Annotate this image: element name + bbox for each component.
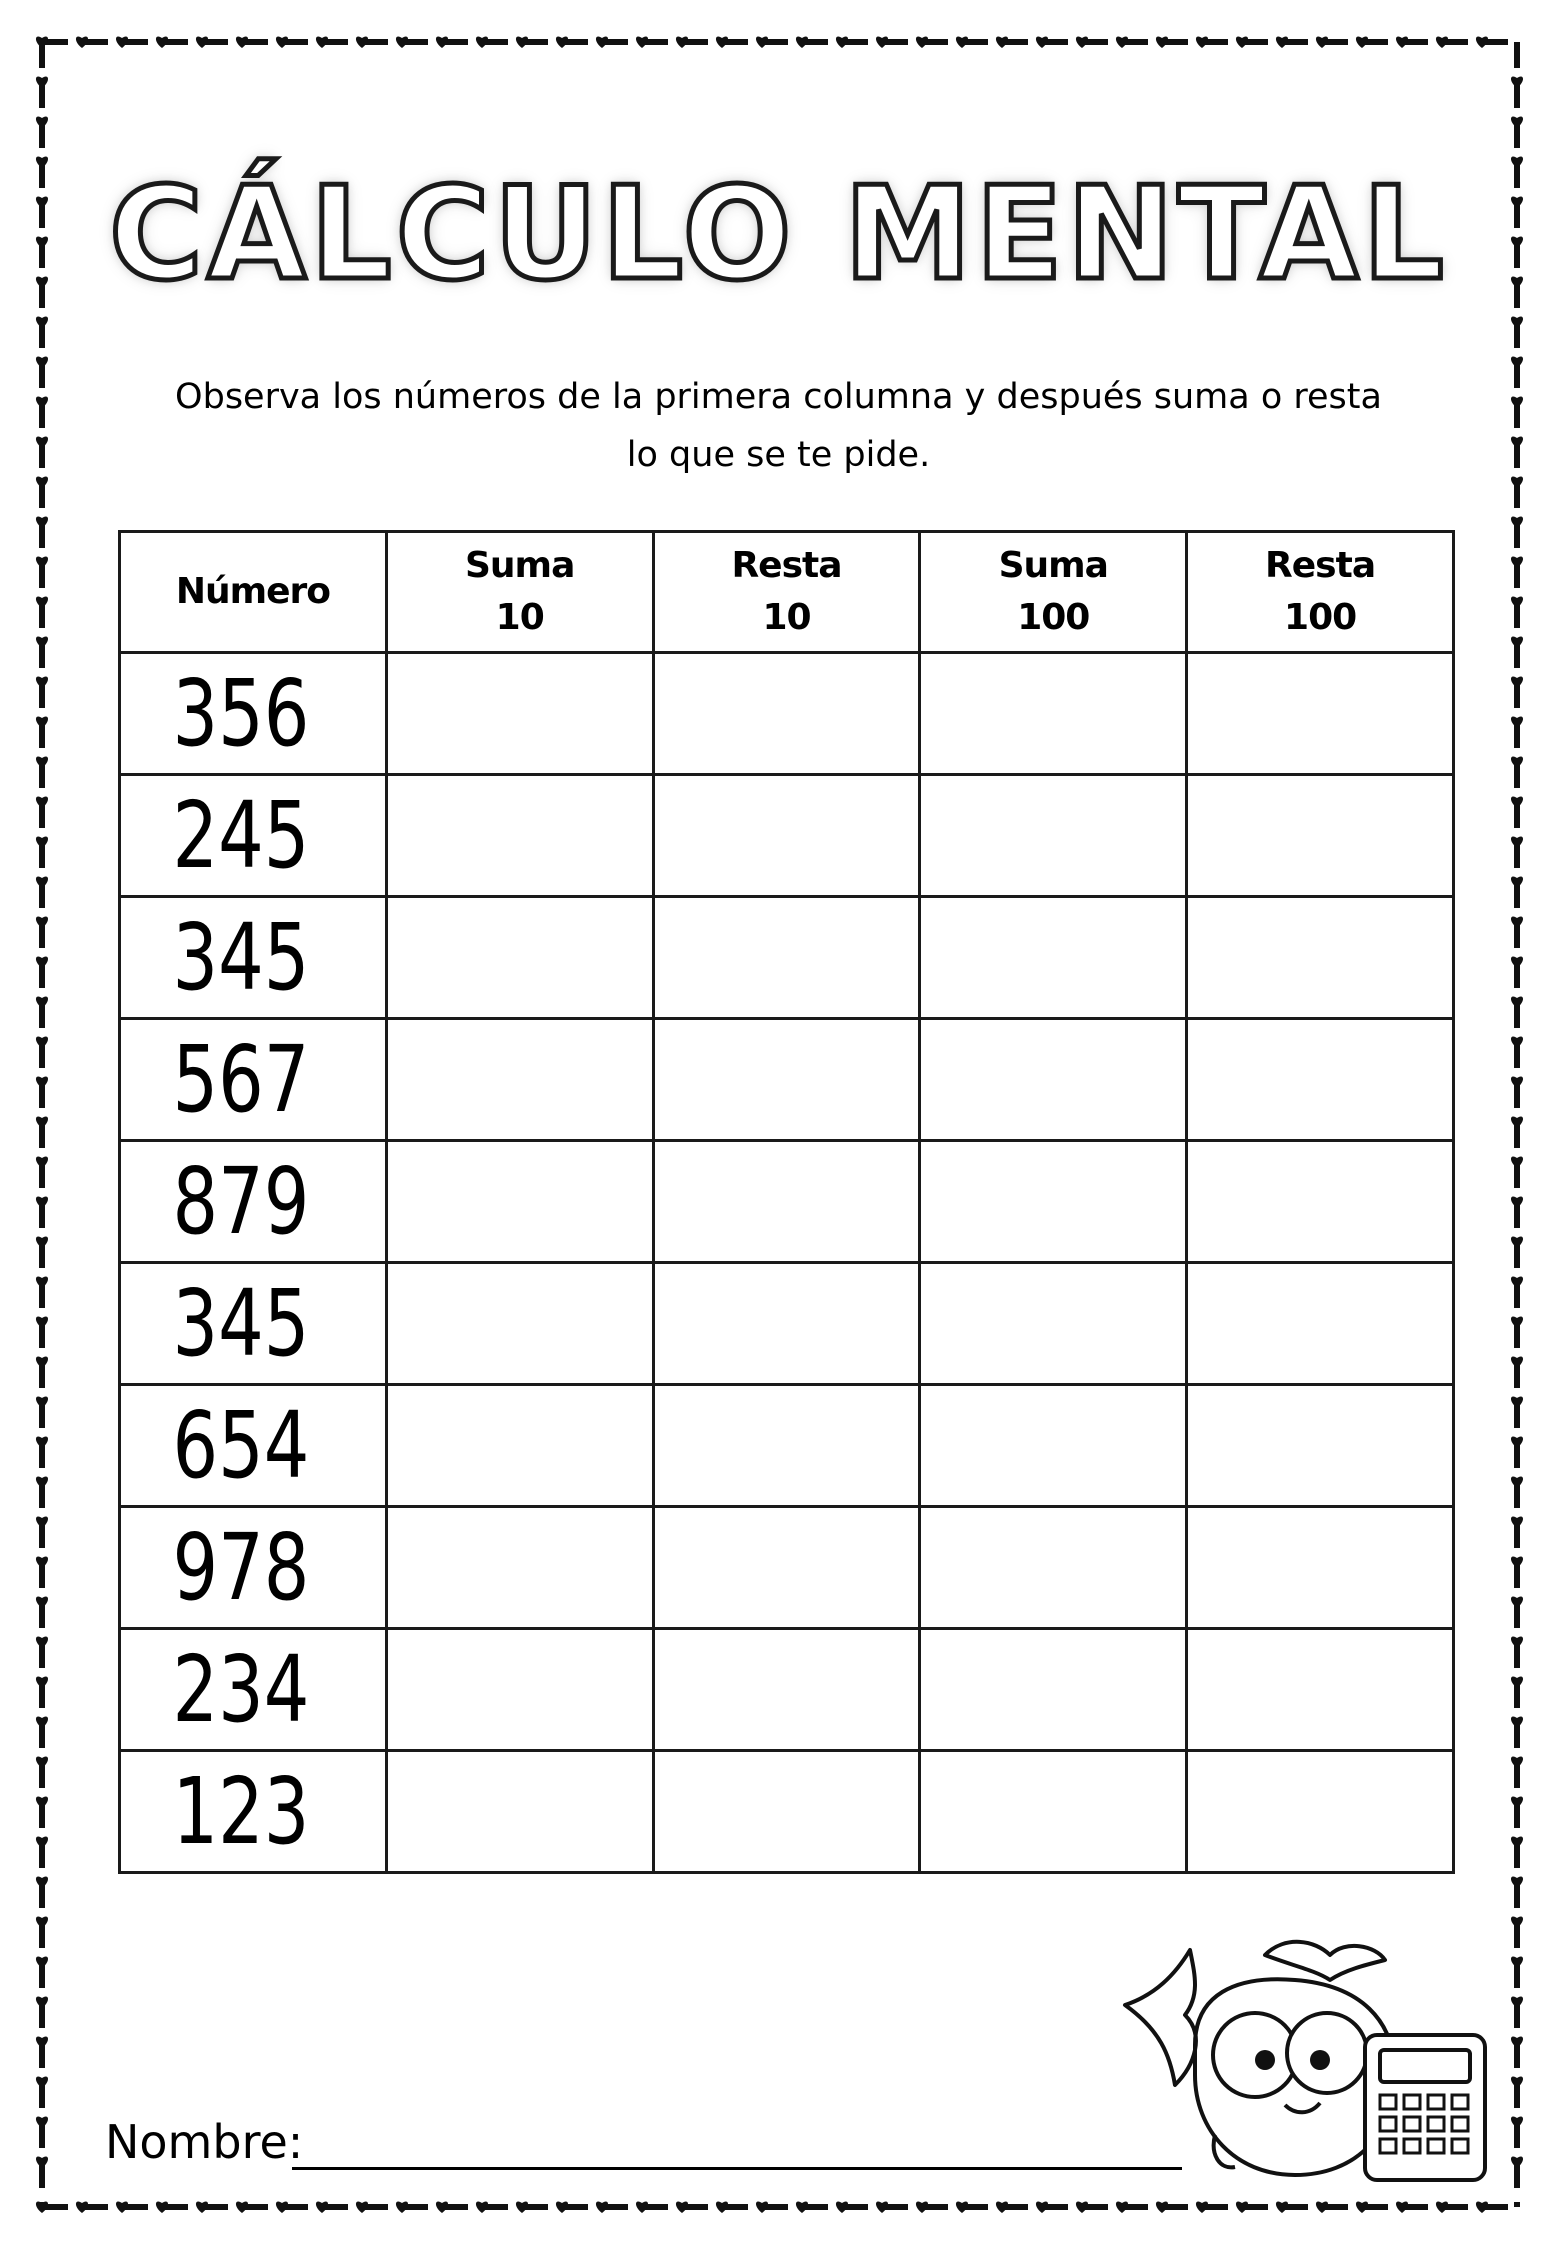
heart-dot xyxy=(76,36,88,48)
heart-dot xyxy=(36,1676,48,1688)
heart-dot xyxy=(36,316,48,328)
page-title: CÁLCULO MENTAL xyxy=(109,160,1448,309)
answer-suma-100-cell[interactable] xyxy=(920,1141,1187,1263)
heart-dot xyxy=(36,1396,48,1408)
heart-dot xyxy=(1511,716,1523,728)
table-row xyxy=(120,1751,1454,1873)
heart-dot xyxy=(1511,556,1523,568)
heart-dot xyxy=(1511,356,1523,368)
heart-dot xyxy=(716,36,728,48)
heart-dot xyxy=(916,36,928,48)
number-value: 245 xyxy=(172,781,310,889)
heart-dot xyxy=(1511,1876,1523,1888)
heart-dot xyxy=(36,996,48,1008)
heart-dot xyxy=(1116,2201,1128,2213)
heart-dot xyxy=(1511,916,1523,928)
number-cell xyxy=(120,653,387,775)
heart-dot xyxy=(556,2201,568,2213)
heart-dot xyxy=(1396,2201,1408,2213)
answer-resta-10-cell[interactable] xyxy=(653,1019,920,1141)
number-value: 567 xyxy=(172,1025,310,1133)
heart-dot xyxy=(36,116,48,128)
table-header-row xyxy=(120,532,1454,653)
heart-dot xyxy=(1356,2201,1368,2213)
heart-dot xyxy=(1511,1196,1523,1208)
heart-dot xyxy=(1511,436,1523,448)
heart-dot xyxy=(36,756,48,768)
heart-dot xyxy=(1236,2201,1248,2213)
header-line: 10 xyxy=(495,597,544,638)
table-row xyxy=(120,897,1454,1019)
heart-dot xyxy=(476,2201,488,2213)
answer-suma-10-cell[interactable] xyxy=(386,1263,653,1385)
heart-dot xyxy=(636,36,648,48)
heart-dot xyxy=(36,2076,48,2088)
answer-resta-100-cell[interactable] xyxy=(1187,1263,1454,1385)
heart-dot xyxy=(1511,1036,1523,1048)
heart-dot xyxy=(1511,1156,1523,1168)
heart-dot xyxy=(36,1956,48,1968)
name-input-line[interactable] xyxy=(292,2167,1182,2170)
heart-dot xyxy=(36,1116,48,1128)
heart-dot xyxy=(36,1156,48,1168)
heart-dot xyxy=(996,2201,1008,2213)
header-resta-100 xyxy=(1187,532,1454,653)
heart-dot xyxy=(36,1636,48,1648)
heart-dot xyxy=(36,916,48,928)
heart-dot xyxy=(1511,1476,1523,1488)
table-row xyxy=(120,653,1454,775)
header-suma-10 xyxy=(386,532,653,653)
heart-dot xyxy=(36,1796,48,1808)
number-value: 978 xyxy=(172,1513,310,1621)
heart-dot xyxy=(1511,1396,1523,1408)
header-line: Suma xyxy=(465,545,575,586)
answer-resta-100-cell[interactable] xyxy=(1187,1751,1454,1873)
number-cell xyxy=(120,1385,387,1507)
heart-dot xyxy=(1276,36,1288,48)
answer-resta-10-cell[interactable] xyxy=(653,1385,920,1507)
header-line: Resta xyxy=(1265,545,1376,586)
answer-suma-10-cell[interactable] xyxy=(386,1507,653,1629)
heart-dot xyxy=(196,36,208,48)
heart-dot xyxy=(36,2116,48,2128)
answer-resta-100-cell[interactable] xyxy=(1187,1507,1454,1629)
heart-dot xyxy=(1511,1756,1523,1768)
heart-dot xyxy=(1511,396,1523,408)
answer-resta-10-cell[interactable] xyxy=(653,1751,920,1873)
answer-suma-10-cell[interactable] xyxy=(386,1385,653,1507)
heart-dot xyxy=(1036,2201,1048,2213)
heart-dot xyxy=(1511,1636,1523,1648)
answer-suma-100-cell[interactable] xyxy=(920,1507,1187,1629)
heart-dot xyxy=(36,1996,48,2008)
heart-dot xyxy=(796,2201,808,2213)
table-row xyxy=(120,775,1454,897)
heart-dot xyxy=(1116,36,1128,48)
name-label: Nombre: xyxy=(105,2115,304,2169)
header-suma-100 xyxy=(920,532,1187,653)
heart-dot xyxy=(36,2201,48,2213)
heart-dot xyxy=(1511,1676,1523,1688)
heart-dot xyxy=(1511,636,1523,648)
heart-dot xyxy=(1511,956,1523,968)
heart-dot xyxy=(1436,2201,1448,2213)
answer-suma-10-cell[interactable] xyxy=(386,1019,653,1141)
number-cell xyxy=(120,775,387,897)
heart-dot xyxy=(36,1196,48,1208)
heart-dot xyxy=(1511,596,1523,608)
calc-table xyxy=(118,530,1455,1874)
heart-dot xyxy=(756,2201,768,2213)
heart-dot xyxy=(36,1356,48,1368)
answer-suma-10-cell[interactable] xyxy=(386,1629,653,1751)
number-value: 879 xyxy=(172,1147,310,1255)
heart-dot xyxy=(1316,2201,1328,2213)
heart-dot xyxy=(1396,36,1408,48)
heart-dot xyxy=(436,36,448,48)
heart-dot xyxy=(316,36,328,48)
heart-dot xyxy=(356,36,368,48)
heart-dot xyxy=(1511,1076,1523,1088)
number-value: 345 xyxy=(172,903,310,1011)
answer-suma-100-cell[interactable] xyxy=(920,653,1187,775)
heart-dot xyxy=(956,36,968,48)
heart-dot xyxy=(636,2201,648,2213)
heart-dot xyxy=(1511,1916,1523,1928)
heart-dot xyxy=(36,1556,48,1568)
answer-suma-100-cell[interactable] xyxy=(920,1019,1187,1141)
heart-dot xyxy=(1511,796,1523,808)
answer-resta-100-cell[interactable] xyxy=(1187,897,1454,1019)
number-cell xyxy=(120,1019,387,1141)
heart-dot xyxy=(1511,1836,1523,1848)
answer-suma-10-cell[interactable] xyxy=(386,775,653,897)
heart-dot xyxy=(1511,1516,1523,1528)
heart-dot xyxy=(36,1596,48,1608)
heart-dot xyxy=(1076,2201,1088,2213)
heart-dot xyxy=(836,2201,848,2213)
table-row xyxy=(120,1385,1454,1507)
number-value: 234 xyxy=(172,1635,310,1743)
heart-dot xyxy=(36,1756,48,1768)
answer-resta-10-cell[interactable] xyxy=(653,1629,920,1751)
number-value: 345 xyxy=(172,1269,310,1377)
heart-dot xyxy=(196,2201,208,2213)
heart-dot xyxy=(36,476,48,488)
number-cell xyxy=(120,897,387,1019)
answer-resta-100-cell[interactable] xyxy=(1187,1629,1454,1751)
heart-dot xyxy=(36,1036,48,1048)
heart-dot xyxy=(1511,116,1523,128)
number-value: 123 xyxy=(172,1757,310,1865)
header-line: Número xyxy=(175,571,330,612)
heart-dot xyxy=(156,2201,168,2213)
answer-suma-100-cell[interactable] xyxy=(920,1385,1187,1507)
heart-dot xyxy=(36,1316,48,1328)
heart-dot xyxy=(1511,836,1523,848)
heart-dot xyxy=(716,2201,728,2213)
answer-resta-10-cell[interactable] xyxy=(653,775,920,897)
header-numero xyxy=(120,532,387,653)
heart-dot xyxy=(476,36,488,48)
heart-dot xyxy=(916,2201,928,2213)
heart-dot xyxy=(316,2201,328,2213)
heart-dot xyxy=(1511,476,1523,488)
heart-dot xyxy=(36,2156,48,2168)
heart-dot xyxy=(36,1236,48,1248)
heart-dot xyxy=(676,36,688,48)
heart-dot xyxy=(396,36,408,48)
heart-dot xyxy=(1511,316,1523,328)
table-row xyxy=(120,1263,1454,1385)
heart-dot xyxy=(1511,1276,1523,1288)
heart-dot xyxy=(276,36,288,48)
answer-resta-10-cell[interactable] xyxy=(653,1141,920,1263)
heart-dot xyxy=(436,2201,448,2213)
heart-dot xyxy=(36,1916,48,1928)
heart-dot xyxy=(36,1516,48,1528)
answer-suma-100-cell[interactable] xyxy=(920,775,1187,897)
instructions: Observa los números de la primera columna y después suma o resta lo que se te pide. xyxy=(175,377,1382,475)
heart-dot xyxy=(1276,2201,1288,2213)
answer-resta-10-cell[interactable] xyxy=(653,653,920,775)
heart-dot xyxy=(1236,36,1248,48)
answer-resta-100-cell[interactable] xyxy=(1187,1385,1454,1507)
heart-dot xyxy=(36,1876,48,1888)
heart-dot xyxy=(1436,36,1448,48)
heart-dot xyxy=(1196,36,1208,48)
answer-suma-100-cell[interactable] xyxy=(920,1263,1187,1385)
answer-suma-10-cell[interactable] xyxy=(386,897,653,1019)
heart-dot xyxy=(1196,2201,1208,2213)
heart-dot xyxy=(36,36,48,48)
number-cell xyxy=(120,1141,387,1263)
heart-dot xyxy=(36,516,48,528)
number-value: 654 xyxy=(172,1391,310,1499)
heart-dot xyxy=(1511,76,1523,88)
heart-dot xyxy=(1511,676,1523,688)
heart-dot xyxy=(1511,1796,1523,1808)
heart-dot xyxy=(36,1076,48,1088)
answer-suma-100-cell[interactable] xyxy=(920,1629,1187,1751)
heart-dot xyxy=(36,1836,48,1848)
heart-dot xyxy=(36,676,48,688)
answer-resta-100-cell[interactable] xyxy=(1187,1019,1454,1141)
heart-dot xyxy=(1036,36,1048,48)
heart-dot xyxy=(1511,1596,1523,1608)
heart-dot xyxy=(1511,1236,1523,1248)
heart-dot xyxy=(1511,1556,1523,1568)
heart-dot xyxy=(1156,36,1168,48)
heart-dot xyxy=(36,636,48,648)
heart-dot xyxy=(876,2201,888,2213)
heart-dot xyxy=(596,2201,608,2213)
heart-dot xyxy=(1476,36,1488,48)
answer-resta-10-cell[interactable] xyxy=(653,1263,920,1385)
answer-suma-10-cell[interactable] xyxy=(386,653,653,775)
heart-dot xyxy=(36,396,48,408)
owl-with-calculator-icon xyxy=(1115,1935,1535,2185)
answer-resta-10-cell[interactable] xyxy=(653,1507,920,1629)
heart-dot xyxy=(36,76,48,88)
answer-suma-10-cell[interactable] xyxy=(386,1751,653,1873)
heart-dot xyxy=(1356,36,1368,48)
heart-dot xyxy=(1316,36,1328,48)
number-cell xyxy=(120,1629,387,1751)
heart-dot xyxy=(516,2201,528,2213)
heart-dot xyxy=(1511,1116,1523,1128)
heart-dot xyxy=(276,2201,288,2213)
heart-dot xyxy=(36,436,48,448)
heart-dot xyxy=(36,1716,48,1728)
header-line: 100 xyxy=(1017,597,1090,638)
heart-dot xyxy=(36,716,48,728)
heart-dot xyxy=(1511,756,1523,768)
heart-dot xyxy=(836,36,848,48)
table-row xyxy=(120,1629,1454,1751)
answer-resta-100-cell[interactable] xyxy=(1187,1141,1454,1263)
heart-dot xyxy=(1511,1356,1523,1368)
heart-dot xyxy=(996,36,1008,48)
table-row xyxy=(120,1141,1454,1263)
answer-suma-100-cell[interactable] xyxy=(920,1751,1187,1873)
heart-dot xyxy=(36,556,48,568)
table-row xyxy=(120,1019,1454,1141)
heart-dot xyxy=(36,956,48,968)
header-line: Suma xyxy=(998,545,1108,586)
number-value: 356 xyxy=(172,659,310,767)
heart-dot xyxy=(1076,36,1088,48)
table-row xyxy=(120,1507,1454,1629)
header-line: 10 xyxy=(762,597,811,638)
heart-dot xyxy=(356,2201,368,2213)
heart-dot xyxy=(36,596,48,608)
heart-dot xyxy=(116,2201,128,2213)
header-line: Resta xyxy=(731,545,842,586)
heart-dot xyxy=(1511,516,1523,528)
header-line: 100 xyxy=(1284,597,1357,638)
answer-resta-10-cell[interactable] xyxy=(653,897,920,1019)
heart-dot xyxy=(236,36,248,48)
heart-dot xyxy=(1511,996,1523,1008)
heart-dot xyxy=(956,2201,968,2213)
number-cell xyxy=(120,1507,387,1629)
heart-dot xyxy=(36,796,48,808)
heart-dot xyxy=(756,36,768,48)
heart-dot xyxy=(36,1476,48,1488)
heart-dot xyxy=(1511,1316,1523,1328)
heart-dot xyxy=(516,36,528,48)
answer-resta-100-cell[interactable] xyxy=(1187,653,1454,775)
answer-resta-100-cell[interactable] xyxy=(1187,775,1454,897)
heart-dot xyxy=(876,36,888,48)
heart-dot xyxy=(396,2201,408,2213)
heart-dot xyxy=(1511,876,1523,888)
heart-dot xyxy=(36,876,48,888)
heart-dot xyxy=(1511,1436,1523,1448)
heart-dot xyxy=(596,36,608,48)
heart-dot xyxy=(1476,2201,1488,2213)
number-cell xyxy=(120,1263,387,1385)
heart-dot xyxy=(36,356,48,368)
heart-dot xyxy=(676,2201,688,2213)
header-resta-10 xyxy=(653,532,920,653)
heart-dot xyxy=(156,36,168,48)
heart-dot xyxy=(36,1276,48,1288)
heart-dot xyxy=(1156,2201,1168,2213)
heart-dot xyxy=(76,2201,88,2213)
heart-dot xyxy=(36,2036,48,2048)
heart-dot xyxy=(1511,1716,1523,1728)
heart-dot xyxy=(796,36,808,48)
heart-dot xyxy=(116,36,128,48)
answer-suma-100-cell[interactable] xyxy=(920,897,1187,1019)
heart-dot xyxy=(36,836,48,848)
heart-dot xyxy=(36,1436,48,1448)
answer-suma-10-cell[interactable] xyxy=(386,1141,653,1263)
number-cell xyxy=(120,1751,387,1873)
heart-dot xyxy=(556,36,568,48)
heart-dot xyxy=(236,2201,248,2213)
